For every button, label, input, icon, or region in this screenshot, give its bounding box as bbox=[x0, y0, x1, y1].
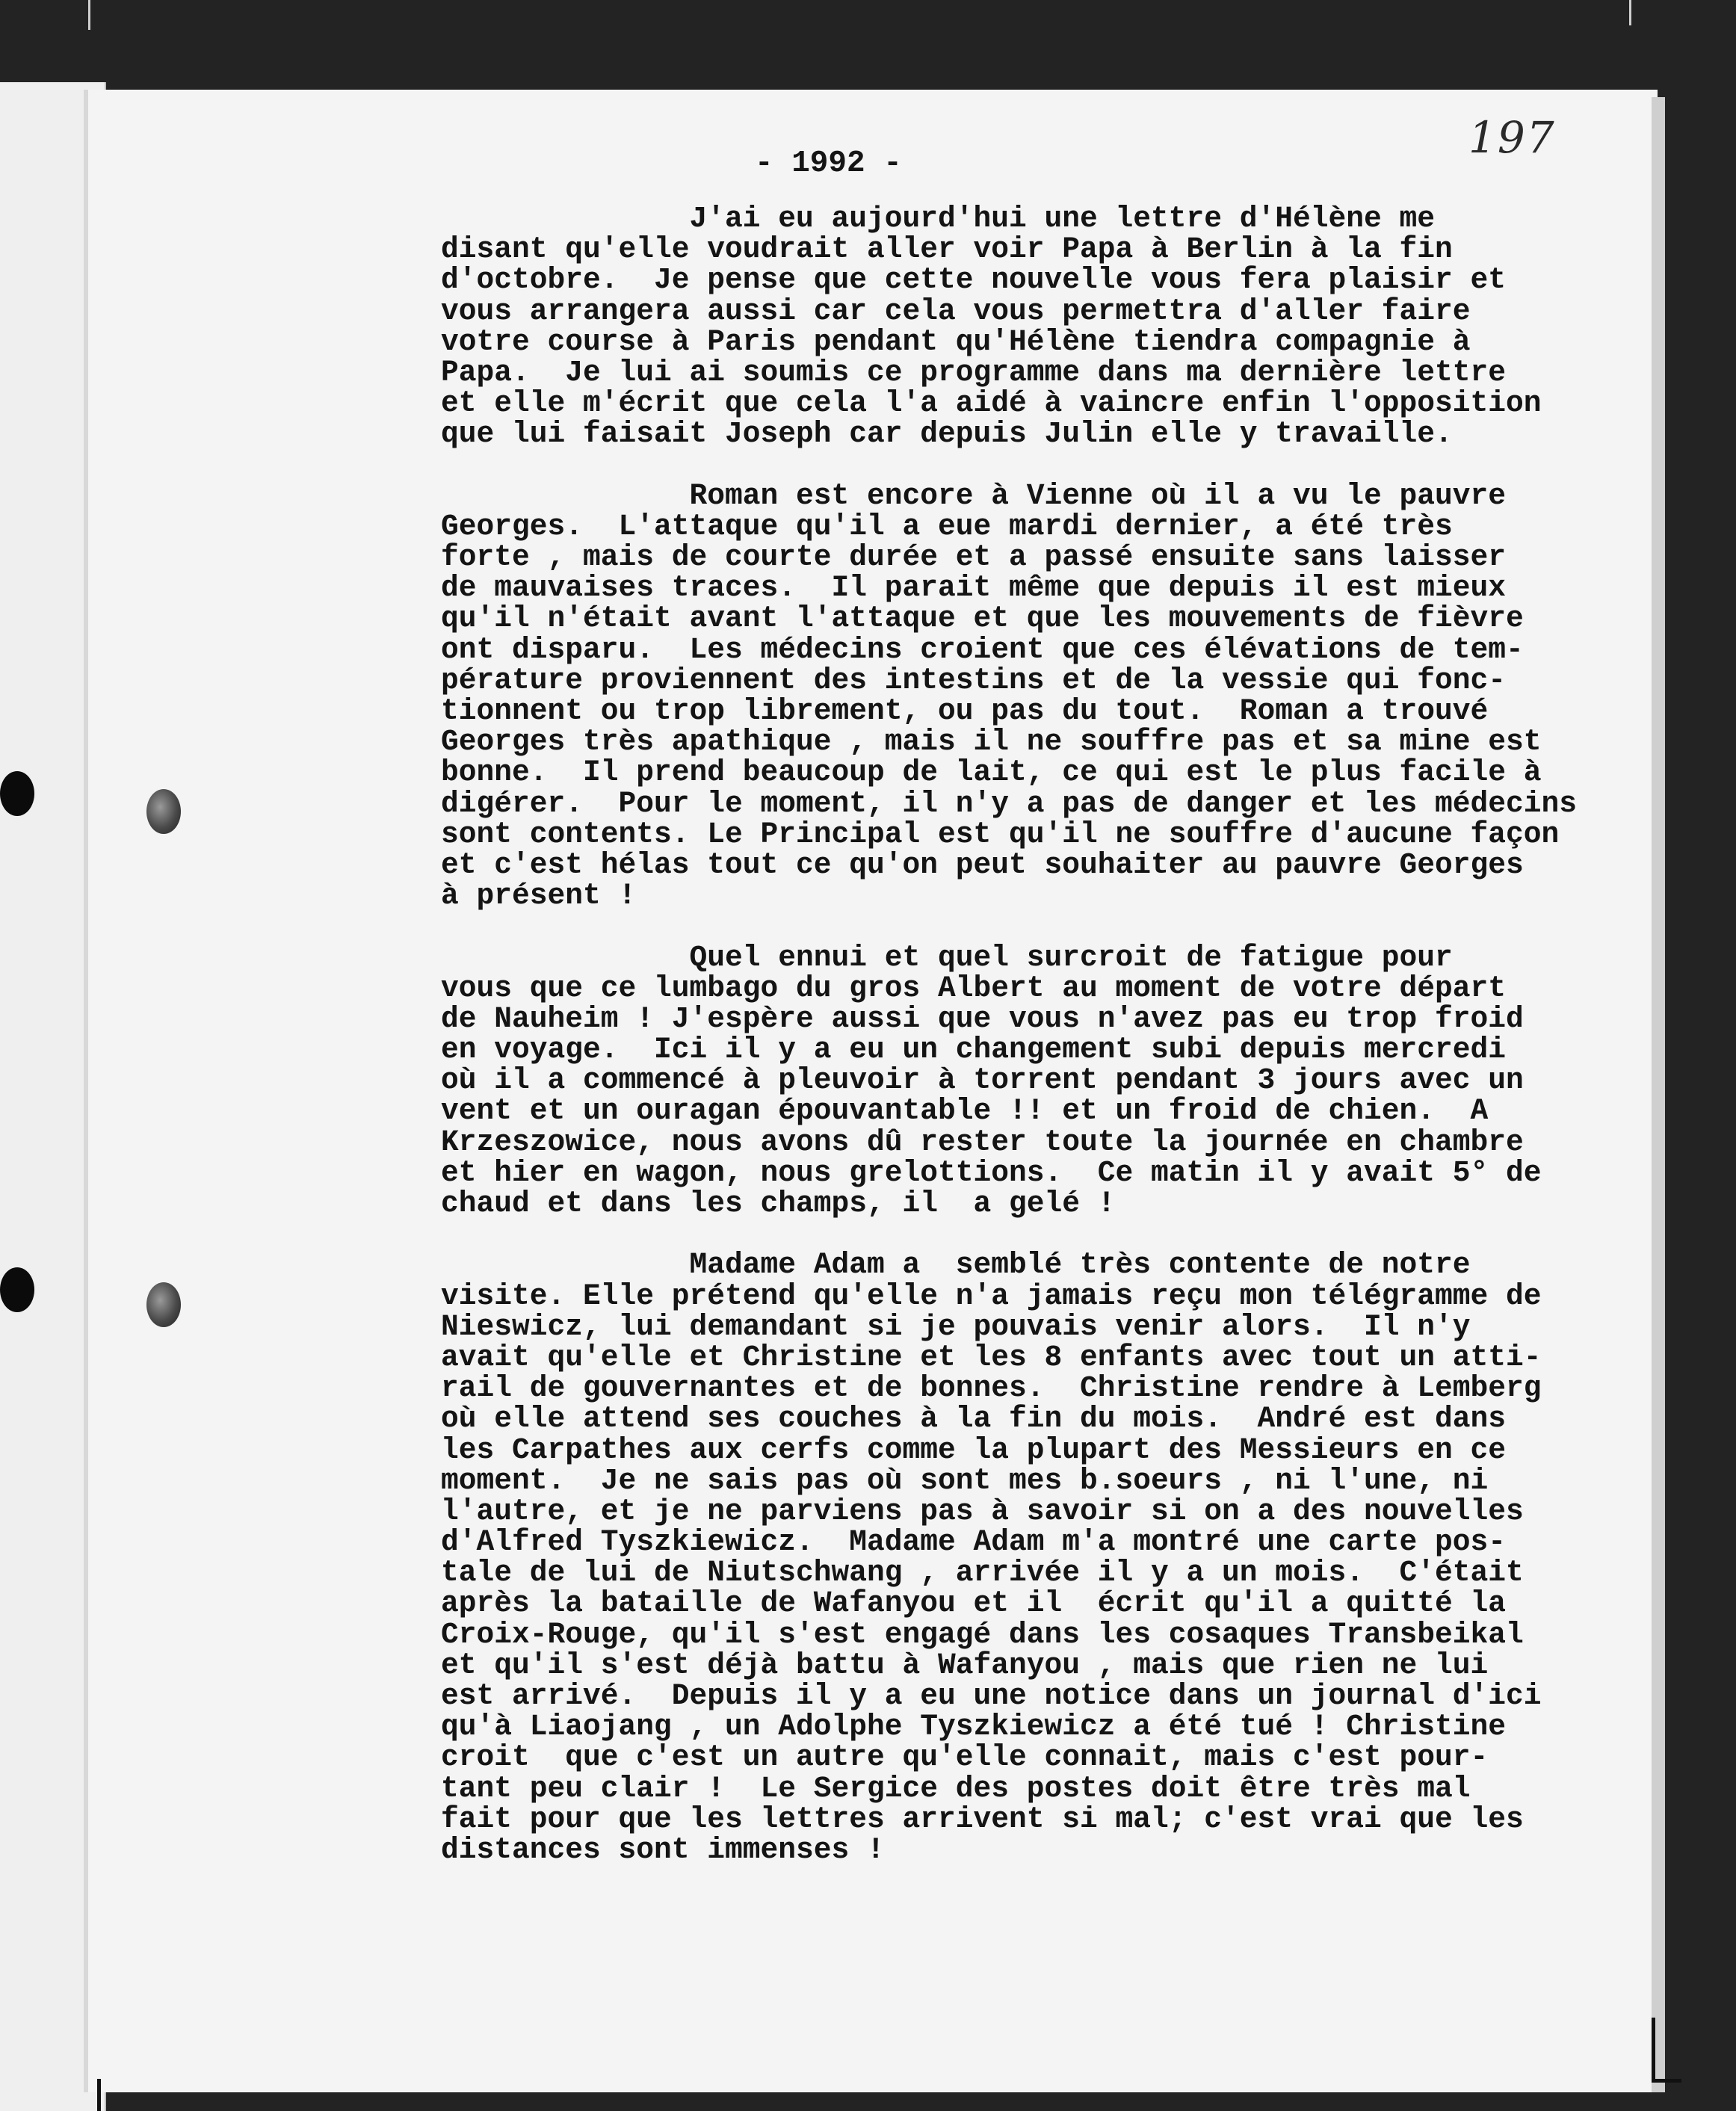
text-line: tant peu clair ! Le Sergice des postes doit être très mal bbox=[441, 1771, 1471, 1805]
text-line: ont disparu. Les médecins croient que ces élévations de tem- bbox=[441, 632, 1524, 667]
text-line: Georges très apathique , mais il ne souffre pas et sa mine est bbox=[441, 725, 1542, 759]
text-line: J'ai eu aujourd'hui une lettre d'Hélène me bbox=[441, 202, 1436, 235]
text-line: vous arrangera aussi car cela vous permettra d'aller faire bbox=[441, 294, 1471, 328]
text-line: l'autre, et je ne parviens pas à savoir si on a des nouvelles bbox=[441, 1494, 1524, 1528]
text-line: tale de lui de Niutschwang , arrivée il y a un mois. C'était bbox=[441, 1556, 1524, 1590]
text-line: qu'à Liaojang , un Adolphe Tyszkiewicz a été tué ! Christine bbox=[441, 1710, 1507, 1744]
text-line: forte , mais de courte durée et a passé ensuite sans laisser bbox=[441, 540, 1507, 575]
text-line: qu'il n'était avant l'attaque et que les mouvements de fièvre bbox=[441, 602, 1524, 636]
paragraph bbox=[441, 480, 1607, 912]
text-line: Madame Adam a semblé très contente de notre bbox=[441, 1248, 1471, 1282]
text-line: Georges. L'attaque qu'il a eue mardi dernier, a été très bbox=[441, 509, 1453, 543]
text-line: que lui faisait Joseph car depuis Julin elle y travaille. bbox=[441, 417, 1453, 451]
text-line: digérer. Pour le moment, il n'y a pas de danger et les médecins bbox=[441, 786, 1578, 820]
text-line: les Carpathes aux cerfs comme la plupart des Messieurs en ce bbox=[441, 1432, 1507, 1467]
text-line: Roman est encore à Vienne où il a vu le pauvre bbox=[441, 478, 1507, 513]
margin-tick bbox=[88, 0, 90, 30]
text-line: où il a commencé à pleuvoir à torrent pendant 3 jours avec un bbox=[441, 1063, 1524, 1098]
text-line: à présent ! bbox=[441, 879, 637, 913]
text-line: votre course à Paris pendant qu'Hélène tiendra compagnie à bbox=[441, 324, 1471, 359]
punch-hole bbox=[146, 1282, 181, 1327]
text-line: et hier en wagon, nous grelottions. Ce matin il y avait 5° de bbox=[441, 1155, 1542, 1190]
text-line: pérature proviennent des intestins et de la vessie qui fonc- bbox=[441, 663, 1507, 697]
text-line: bonne. Il prend beaucoup de lait, ce qui est le plus facile à bbox=[441, 755, 1542, 790]
text-line: d'octobre. Je pense que cette nouvelle vous fera plaisir et bbox=[441, 263, 1507, 297]
text-line: avait qu'elle et Christine et les 8 enfants avec tout un atti- bbox=[441, 1340, 1542, 1374]
crop-mark bbox=[97, 2079, 101, 2111]
text-line: Papa. Je lui ai soumis ce programme dans ma dernière lettre bbox=[441, 355, 1507, 389]
text-line: et c'est hélas tout ce qu'on peut souhaiter au pauvre Georges bbox=[441, 847, 1524, 882]
crop-mark bbox=[1652, 2079, 1681, 2083]
text-line: fait pour que les lettres arrivent si mal; c'est vrai que les bbox=[441, 1802, 1524, 1836]
text-line: tionnent ou trop librement, ou pas du tout. Roman a trouvé bbox=[441, 694, 1489, 728]
paragraph bbox=[441, 942, 1607, 1220]
page-edge bbox=[1652, 97, 1665, 2092]
text-line: est arrivé. Depuis il y a eu une notice dans un journal d'ici bbox=[441, 1679, 1542, 1713]
punch-hole bbox=[0, 1267, 34, 1312]
text-line: de Nauheim ! J'espère aussi que vous n'avez pas eu trop froid bbox=[441, 1001, 1524, 1036]
paragraph bbox=[441, 1249, 1607, 1865]
text-line: Croix-Rouge, qu'il s'est engagé dans les cosaques Transbeikal bbox=[441, 1617, 1524, 1651]
page-number: - 1992 - bbox=[755, 146, 902, 181]
text-line: Quel ennui et quel surcroit de fatigue pour bbox=[441, 940, 1453, 974]
text-line: après la bataille de Wafanyou et il écrit qu'il a quitté la bbox=[441, 1586, 1507, 1621]
text-line: où elle attend ses couches à la fin du mois. André est dans bbox=[441, 1402, 1507, 1436]
paragraph bbox=[441, 203, 1607, 450]
margin-tick bbox=[1629, 0, 1631, 25]
text-line: disant qu'elle voudrait aller voir Papa à Berlin à la fin bbox=[441, 232, 1453, 267]
text-line: distances sont immenses ! bbox=[441, 1832, 885, 1867]
text-line: croit que c'est un autre qu'elle connait, mais c'est pour- bbox=[441, 1740, 1489, 1775]
text-line: en voyage. Ici il y a eu un changement subi depuis mercredi bbox=[441, 1033, 1507, 1067]
text-line: vous que ce lumbago du gros Albert au moment de votre départ bbox=[441, 971, 1507, 1005]
text-line: Nieswicz, lui demandant si je pouvais venir alors. Il n'y bbox=[441, 1309, 1471, 1344]
text-line: chaud et dans les champs, il a gelé ! bbox=[441, 1187, 1116, 1220]
handwritten-folio-number: 197 bbox=[1468, 112, 1556, 163]
text-line: vent et un ouragan épouvantable !! et un froid de chien. A bbox=[441, 1094, 1489, 1128]
text-line: moment. Je ne sais pas où sont mes b.soeurs , ni l'une, ni bbox=[441, 1463, 1489, 1498]
punch-hole bbox=[146, 789, 181, 834]
letter-body bbox=[441, 203, 1607, 1865]
crop-mark bbox=[1652, 2018, 1655, 2082]
text-line: rail de gouvernantes et de bonnes. Christine rendre à Lemberg bbox=[441, 1371, 1542, 1406]
text-line: visite. Elle prétend qu'elle n'a jamais reçu mon télégramme de bbox=[441, 1279, 1542, 1313]
punch-hole bbox=[0, 771, 34, 816]
text-line: de mauvaises traces. Il parait même que depuis il est mieux bbox=[441, 571, 1507, 605]
text-line: et elle m'écrit que cela l'a aidé à vaincre enfin l'opposition bbox=[441, 386, 1542, 421]
text-line: d'Alfred Tyszkiewicz. Madame Adam m'a montré une carte pos- bbox=[441, 1525, 1507, 1560]
text-line: sont contents. Le Principal est qu'il ne souffre d'aucune façon bbox=[441, 817, 1560, 851]
text-line: Krzeszowice, nous avons dû rester toute la journée en chambre bbox=[441, 1125, 1524, 1159]
text-line: et qu'il s'est déjà battu à Wafanyou , mais que rien ne lui bbox=[441, 1648, 1489, 1682]
